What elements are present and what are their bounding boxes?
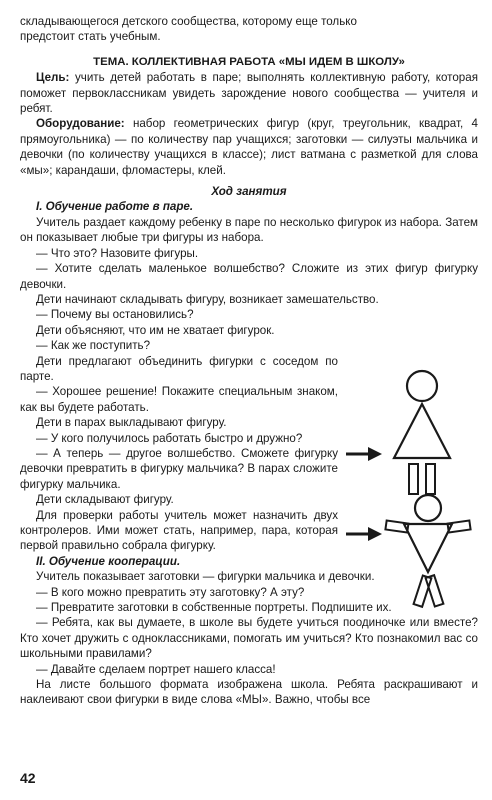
para-n-1: — Хорошее решение! Покажите специальным знаком, как вы будете работать. — [20, 385, 338, 414]
para-w2-4: — Давайте сделаем портрет нашего класса! — [36, 662, 276, 676]
narrow-column — [20, 354, 338, 554]
boy-left-leg-rect — [414, 575, 432, 606]
para-n-4: — А теперь — другое волшебство. Сможете фигурку девочки превратить в фигурку мальчика? В парах сложите фигурку мальчика. — [20, 446, 338, 491]
para-n-6: Для проверки работы учитель может назначить двух контролеров. Ими может стать, например, пара, которая первой правильно собрала фигурку. — [20, 508, 338, 553]
para-n-2: Дети в парах выкладывают фигуру. — [36, 416, 227, 430]
equipment-text: набор геометрических фигур (круг, треугольник, квадрат, 4 прямоугольника) — по количеству пар учащихся; заготовки — силуэты мальчика и девочки (по количеству учащихся в классе); лист ватмана с разметкой для слова «мы»; карандаши, фломастеры, клей. — [20, 117, 478, 177]
equipment-label: Оборудование: — [36, 117, 125, 131]
para-w1-1: — Что это? Назовите фигуры. — [36, 246, 199, 260]
para-n-5: Дети складывают фигуру. — [36, 493, 174, 507]
para-w1-2: — Хотите сделать маленькое волшебство? Сложите из этих фигур фигурку девочки. — [20, 262, 478, 291]
course-heading: Ход занятия — [211, 185, 287, 199]
para-w1-4: — Почему вы остановились? — [36, 308, 194, 322]
intro-line-2: предстоит стать учебным. — [20, 30, 161, 44]
lesson-topic: ТЕМА. КОЛЛЕКТИВНАЯ РАБОТА «МЫ ИДЕМ В ШКОЛУ» — [93, 55, 405, 68]
boy-body-triangle — [404, 524, 452, 572]
girl-head-circle — [407, 371, 437, 401]
para-w1-3: Дети начинают складывать фигуру, возникает замешательство. — [36, 292, 379, 306]
para-n-3: — У кого получилось работать быстро и дружно? — [36, 431, 303, 445]
para-w2-1: — В кого можно превратить эту заготовку? А эту? — [36, 585, 305, 599]
goal-paragraph — [20, 70, 478, 116]
para-w2-3: — Ребята, как вы думаете, в школе вы будете учиться поодиночке или вместе? Кто хочет дружить с одноклассниками, помогать им учиться? Кто познакомил вас со школьными правилами? — [20, 616, 478, 661]
para-w2-2: — Превратите заготовки в собственные портреты. Подпишите их. — [36, 601, 392, 615]
boy-figure-illustration — [380, 492, 476, 612]
section-1-heading: I. Обучение работе в паре. — [36, 200, 194, 214]
para-w1-0: Учитель раздает каждому ребенку в паре по несколько фигурок из набора. Затем он показывает любые три фигуры из набора. — [20, 215, 478, 245]
girl-figure-illustration — [382, 368, 462, 498]
para-w1-6: — Как же поступить? — [36, 339, 151, 353]
para-w2-5: На листе большого формата изображена школа. Ребята раскрашивают и наклеивают свои фигурки в виде слова «МЫ». Важно, чтобы все — [20, 678, 478, 707]
para-w2-0: Учитель показывает заготовки — фигурки мальчика и девочки. — [36, 570, 375, 584]
girl-left-leg-rect — [409, 464, 418, 494]
section-2-heading: II. Обучение кооперации. — [36, 554, 181, 568]
girl-dress-triangle — [394, 404, 450, 458]
para-n-0: Дети предлагают объединить фигурки с соседом по парте. — [20, 354, 338, 383]
boy-head-circle — [415, 495, 441, 521]
arrow-right-icon — [344, 444, 384, 464]
intro-line-1: складывающегося детского сообщества, которому еще только — [20, 15, 357, 28]
page-number: 42 — [20, 770, 36, 786]
goal-label: Цель: — [36, 71, 70, 85]
equipment-paragraph — [20, 116, 478, 178]
para-w1-5: Дети объясняют, что им не хватает фигурок. — [36, 323, 275, 337]
girl-right-leg-rect — [426, 464, 435, 494]
goal-text: учить детей работать в паре; выполнять коллективную работу, которая поможет первоклассникам увидеть зарождение нового сообщества — учителя и ребят. — [20, 71, 478, 116]
arrow-right-icon — [344, 524, 384, 544]
